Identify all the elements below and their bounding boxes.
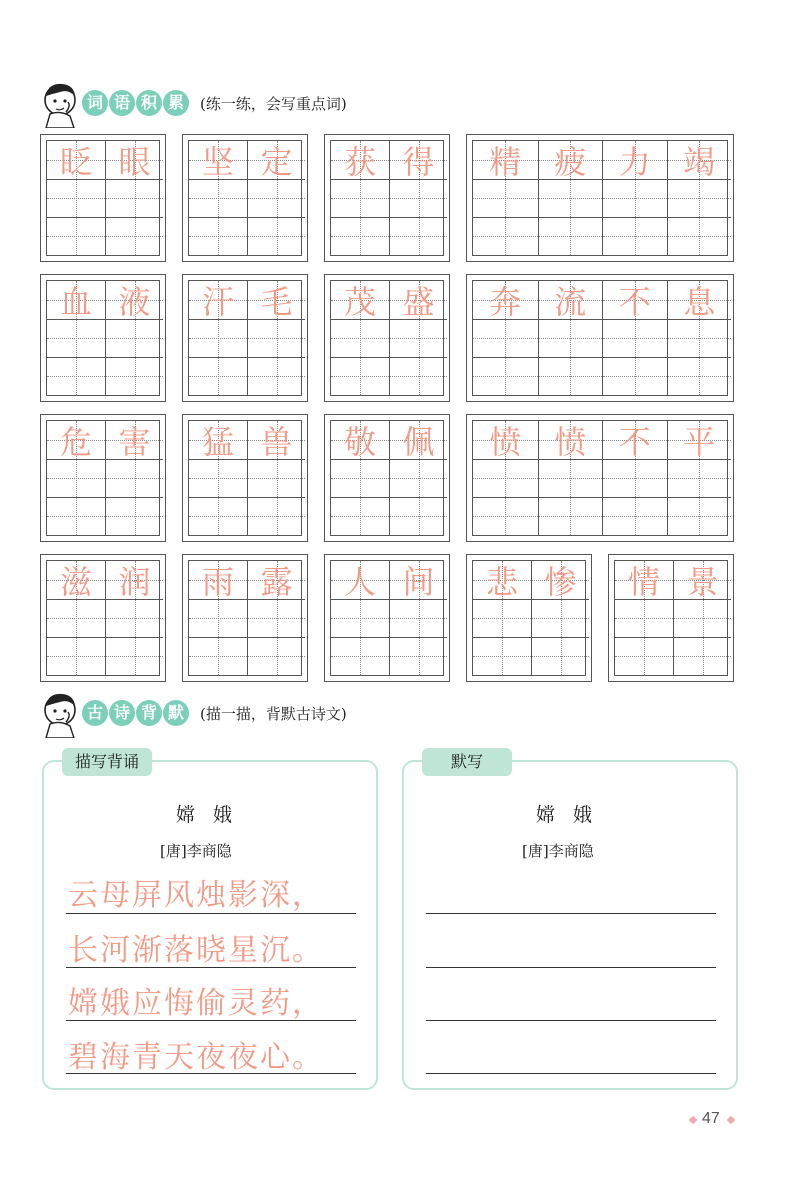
trace-character: 眼: [118, 143, 151, 181]
writing-cell[interactable]: [615, 561, 673, 675]
word-grid: [40, 554, 166, 682]
blank-writing-line[interactable]: [426, 1020, 716, 1021]
trace-character: 坚: [201, 143, 234, 181]
trace-character: 露: [260, 563, 293, 601]
trace-character: 不: [618, 283, 651, 321]
trace-character: 滋: [59, 563, 92, 601]
writing-cell[interactable]: [105, 561, 163, 675]
trace-character: 汗: [201, 283, 234, 321]
trace-character: 平: [683, 423, 716, 461]
page-number-ornament-right: [727, 1116, 735, 1124]
blank-writing-line[interactable]: [426, 967, 716, 968]
trace-character: 兽: [260, 423, 293, 461]
trace-character: 景: [686, 563, 719, 601]
poetry-subtitle: (描一描，背默古诗文): [200, 705, 347, 723]
writing-cell[interactable]: [538, 141, 603, 255]
writing-cell[interactable]: [473, 141, 538, 255]
writing-cell[interactable]: [47, 281, 105, 395]
trace-character: 流: [554, 283, 587, 321]
word-grid: [466, 414, 734, 542]
trace-character: 间: [402, 563, 435, 601]
writing-cell[interactable]: [389, 561, 447, 675]
word-grid: [182, 274, 308, 402]
title-char: 积: [136, 90, 162, 116]
writing-cell[interactable]: [189, 561, 247, 675]
trace-character: 润: [118, 563, 151, 601]
writing-cell[interactable]: [389, 141, 447, 255]
trace-character: 佩: [402, 423, 435, 461]
title-char: 语: [109, 90, 135, 116]
word-grid: [324, 554, 450, 682]
word-grid: [608, 554, 734, 682]
writing-cell[interactable]: [189, 281, 247, 395]
trace-character: 毛: [260, 283, 293, 321]
title-char: 古: [82, 700, 108, 726]
writing-cell[interactable]: [538, 281, 603, 395]
writing-cell[interactable]: [105, 421, 163, 535]
trace-character: 息: [683, 283, 716, 321]
word-grid: [40, 134, 166, 262]
writing-cell[interactable]: [389, 421, 447, 535]
trace-character: 情: [627, 563, 660, 601]
word-grid: [182, 554, 308, 682]
word-grid: [466, 134, 734, 262]
trace-character: 疲: [554, 143, 587, 181]
title-char: 词: [82, 90, 108, 116]
trace-character: 悲: [485, 563, 518, 601]
trace-character: 人: [343, 563, 376, 601]
writing-cell[interactable]: [247, 561, 305, 675]
trace-character: 愤: [489, 423, 522, 461]
writing-cell[interactable]: [331, 281, 389, 395]
trace-character: 得: [402, 143, 435, 181]
trace-character: 力: [618, 143, 651, 181]
writing-cell[interactable]: [47, 561, 105, 675]
writing-cell[interactable]: [331, 421, 389, 535]
poem-title: 嫦娥: [536, 804, 611, 826]
trace-character: 获: [343, 143, 376, 181]
poem-author: [唐]李商隐: [522, 842, 594, 860]
writing-cell[interactable]: [667, 281, 732, 395]
word-grid: [324, 274, 450, 402]
writing-cell[interactable]: [247, 141, 305, 255]
title-char: 背: [136, 700, 162, 726]
trace-character: 茂: [343, 283, 376, 321]
trace-character: 害: [118, 423, 151, 461]
title-char: 默: [163, 700, 189, 726]
trace-character: 奔: [489, 283, 522, 321]
writing-cell[interactable]: [538, 421, 603, 535]
trace-character: 雨: [201, 563, 234, 601]
writing-line: [66, 1020, 356, 1021]
vocabulary-title: [82, 90, 190, 118]
trace-character: 猛: [201, 423, 234, 461]
tracing-panel-tag: 描写背诵: [62, 748, 152, 776]
word-grid: [182, 134, 308, 262]
word-grid: [324, 414, 450, 542]
trace-character: 危: [59, 423, 92, 461]
writing-cell[interactable]: [47, 141, 105, 255]
writing-cell[interactable]: [473, 421, 538, 535]
trace-character: 愤: [554, 423, 587, 461]
trace-character: 盛: [402, 283, 435, 321]
trace-character: 精: [489, 143, 522, 181]
word-grid: [40, 274, 166, 402]
trace-character: 不: [618, 423, 651, 461]
trace-character: 血: [59, 283, 92, 321]
writing-cell[interactable]: [247, 281, 305, 395]
writing-line: [66, 967, 356, 968]
page-number: 47: [702, 1110, 720, 1127]
writing-cell[interactable]: [189, 421, 247, 535]
trace-character: 竭: [683, 143, 716, 181]
verse-line[interactable]: 碧海青天夜夜心。: [68, 1040, 324, 1075]
word-grid: [466, 554, 592, 682]
writing-cell[interactable]: [331, 561, 389, 675]
writing-cell[interactable]: [389, 281, 447, 395]
blank-writing-line[interactable]: [426, 1073, 716, 1074]
word-grid: [466, 274, 734, 402]
word-grid: [324, 134, 450, 262]
thinking-kid-icon: [40, 690, 86, 738]
writing-cell[interactable]: [47, 421, 105, 535]
blank-writing-line[interactable]: [426, 913, 716, 914]
writing-cell[interactable]: [105, 141, 163, 255]
verse-line[interactable]: 云母屏风烛影深，: [68, 878, 324, 913]
trace-character: 惨: [544, 563, 577, 601]
poem-title: 嫦娥: [176, 804, 251, 826]
writing-cell[interactable]: [673, 561, 731, 675]
writing-cell[interactable]: [105, 281, 163, 395]
writing-line: [66, 913, 356, 914]
trace-character: 定: [260, 143, 293, 181]
poem-author: [唐]李商隐: [160, 842, 232, 860]
trace-character: 液: [118, 283, 151, 321]
writing-cell[interactable]: [602, 141, 667, 255]
trace-character: 眨: [59, 143, 92, 181]
dictation-panel-tag: 默写: [422, 748, 512, 776]
title-char: 累: [163, 90, 189, 116]
writing-cell[interactable]: [667, 421, 732, 535]
thinking-kid-icon: [40, 80, 86, 128]
writing-cell[interactable]: [331, 141, 389, 255]
word-grid: [182, 414, 308, 542]
writing-cell[interactable]: [602, 421, 667, 535]
page-number-ornament-left: [689, 1116, 697, 1124]
writing-cell[interactable]: [473, 561, 531, 675]
writing-cell[interactable]: [189, 141, 247, 255]
writing-line: [66, 1073, 356, 1074]
vocabulary-subtitle: (练一练，会写重点词): [200, 95, 347, 113]
trace-character: 敬: [343, 423, 376, 461]
writing-cell[interactable]: [531, 561, 589, 675]
verse-line[interactable]: 长河渐落晓星沉。: [68, 933, 324, 968]
poetry-title: [82, 700, 190, 728]
word-grid: [40, 414, 166, 542]
title-char: 诗: [109, 700, 135, 726]
writing-cell[interactable]: [667, 141, 732, 255]
writing-cell[interactable]: [247, 421, 305, 535]
writing-cell[interactable]: [473, 281, 538, 395]
writing-cell[interactable]: [602, 281, 667, 395]
verse-line[interactable]: 嫦娥应悔偷灵药，: [68, 986, 324, 1021]
